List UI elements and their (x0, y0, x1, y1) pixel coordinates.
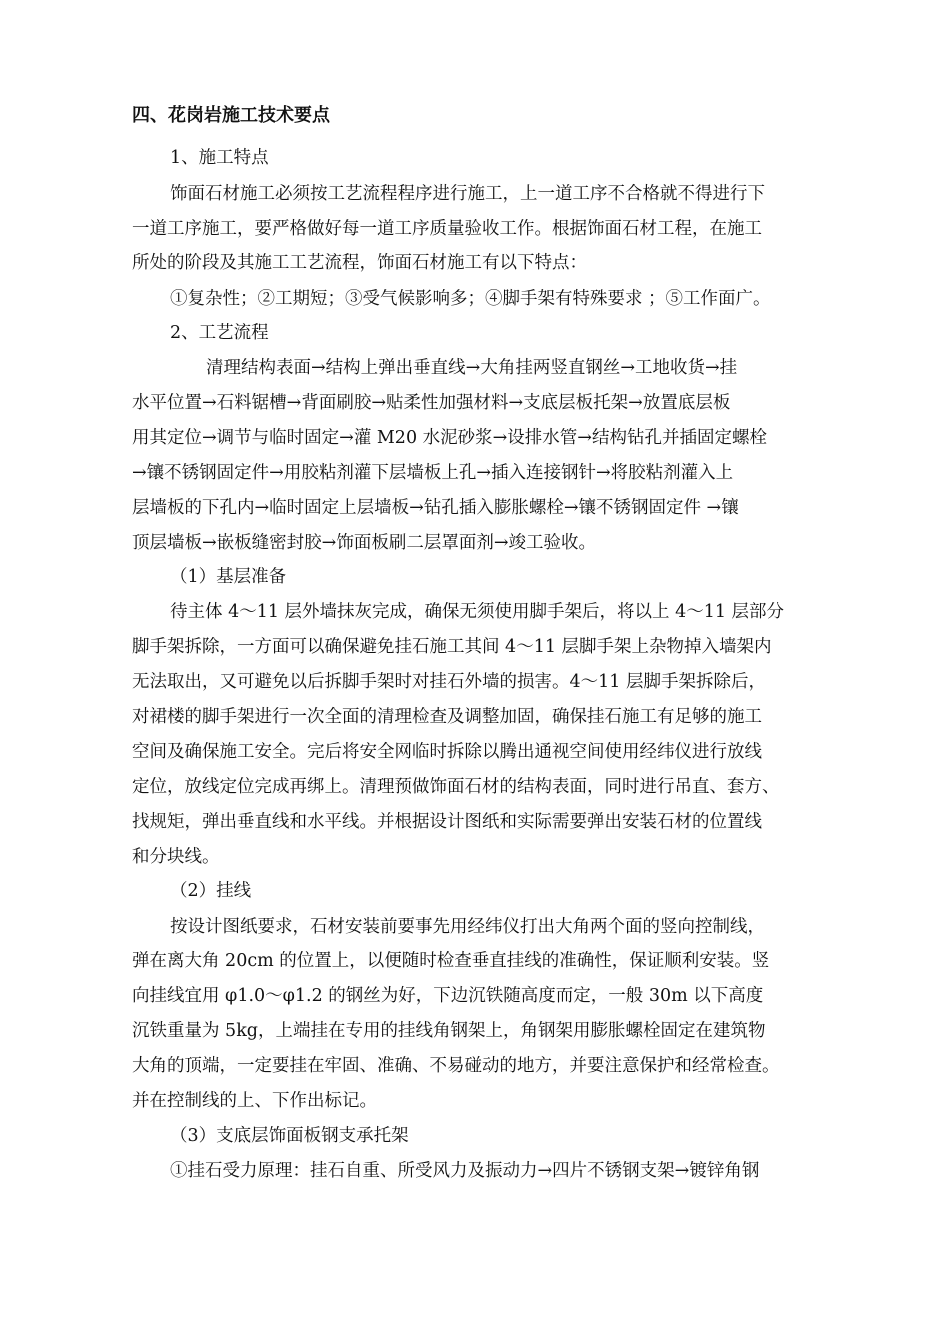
paragraph-line: 脚手架拆除，一方面可以确保避免挂石施工其间 4～11 层脚手架上杂物掉入墙架内 (132, 637, 772, 657)
paragraph-line: 饰面石材施工必须按工艺流程程序进行施工，上一道工序不合格就不得进行下 (170, 184, 765, 204)
subheading-support-bracket: （3）支底层饰面板钢支承托架 (170, 1126, 409, 1146)
subheading-process-flow: 2、工艺流程 (170, 323, 269, 343)
paragraph-line: 层墙板的下孔内→临时固定上层墙板→钻孔插入膨胀螺栓→镶不锈钢固定件 →镶 (132, 498, 739, 518)
subheading-hanging-line: （2）挂线 (170, 881, 252, 901)
paragraph-line: 找规矩，弹出垂直线和水平线。并根据设计图纸和实际需要弹出安装石材的位置线 (132, 812, 762, 832)
paragraph-line: 清理结构表面→结构上弹出垂直线→大角挂两竖直钢丝→工地收货→挂 (206, 358, 738, 378)
paragraph-line: →镶不锈钢固定件→用胶粘剂灌下层墙板上孔→插入连接钢针→将胶粘剂灌入上 (132, 463, 734, 483)
paragraph-line: 向挂线宜用 φ1.0～φ1.2 的钢丝为好，下边沉铁随高度而定，一般 30m 以下高度 (132, 986, 764, 1006)
subheading-construction-features: 1、施工特点 (170, 148, 269, 168)
paragraph-line: 一道工序施工，要严格做好每一道工序质量验收工作。根据饰面石材工程，在施工 (132, 219, 762, 239)
paragraph-line: 空间及确保施工安全。完后将安全网临时拆除以腾出通视空间使用经纬仪进行放线 (132, 742, 762, 762)
paragraph-line: ①挂石受力原理：挂石自重、所受风力及振动力→四片不锈钢支架→镀锌角钢 (170, 1161, 760, 1181)
paragraph-line: 定位，放线定位完成再绑上。清理预做饰面石材的结构表面，同时进行吊直、套方、 (132, 777, 780, 797)
section-heading: 四、花岗岩施工技术要点 (132, 105, 330, 126)
paragraph-line: 按设计图纸要求，石材安装前要事先用经纬仪打出大角两个面的竖向控制线， (170, 917, 765, 937)
paragraph-line: 沉铁重量为 5kg，上端挂在专用的挂线角钢架上，角钢架用膨胀螺栓固定在建筑物 (132, 1021, 766, 1041)
paragraph-line: 用其定位→调节与临时固定→灌 M20 水泥砂浆→设排水管→结构钻孔并插固定螺栓 (132, 428, 767, 448)
paragraph-line: 和分块线。 (132, 847, 220, 867)
paragraph-line: 大角的顶端，一定要挂在牢固、准确、不易碰动的地方，并要注意保护和经常检查。 (132, 1056, 780, 1076)
paragraph-line: 对裙楼的脚手架进行一次全面的清理检查及调整加固，确保挂石施工有足够的施工 (132, 707, 762, 727)
paragraph-line: 无法取出，又可避免以后拆脚手架时对挂石外墙的损害。4～11 层脚手架拆除后， (132, 672, 766, 692)
paragraph-line: 所处的阶段及其施工工艺流程，饰面石材施工有以下特点： (132, 253, 587, 273)
paragraph-line: 顶层墙板→嵌板缝密封胶→饰面板刷二层罩面剂→竣工验收。 (132, 533, 596, 553)
subheading-base-preparation: （1）基层准备 (170, 567, 287, 587)
paragraph-line: 弹在离大角 20cm 的位置上，以便随时检查垂直挂线的准确性，保证顺利安装。竖 (132, 951, 770, 971)
paragraph-line: 待主体 4～11 层外墙抹灰完成，确保无须使用脚手架后，将以上 4～11 层部分 (170, 602, 785, 622)
paragraph-line: 并在控制线的上、下作出标记。 (132, 1091, 377, 1111)
features-list: ①复杂性；②工期短；③受气候影响多；④脚手架有特殊要求 ；⑤工作面广。 (170, 289, 771, 309)
paragraph-line: 水平位置→石料锯槽→背面刷胶→贴柔性加强材料→支底层板托架→放置底层板 (132, 393, 731, 413)
